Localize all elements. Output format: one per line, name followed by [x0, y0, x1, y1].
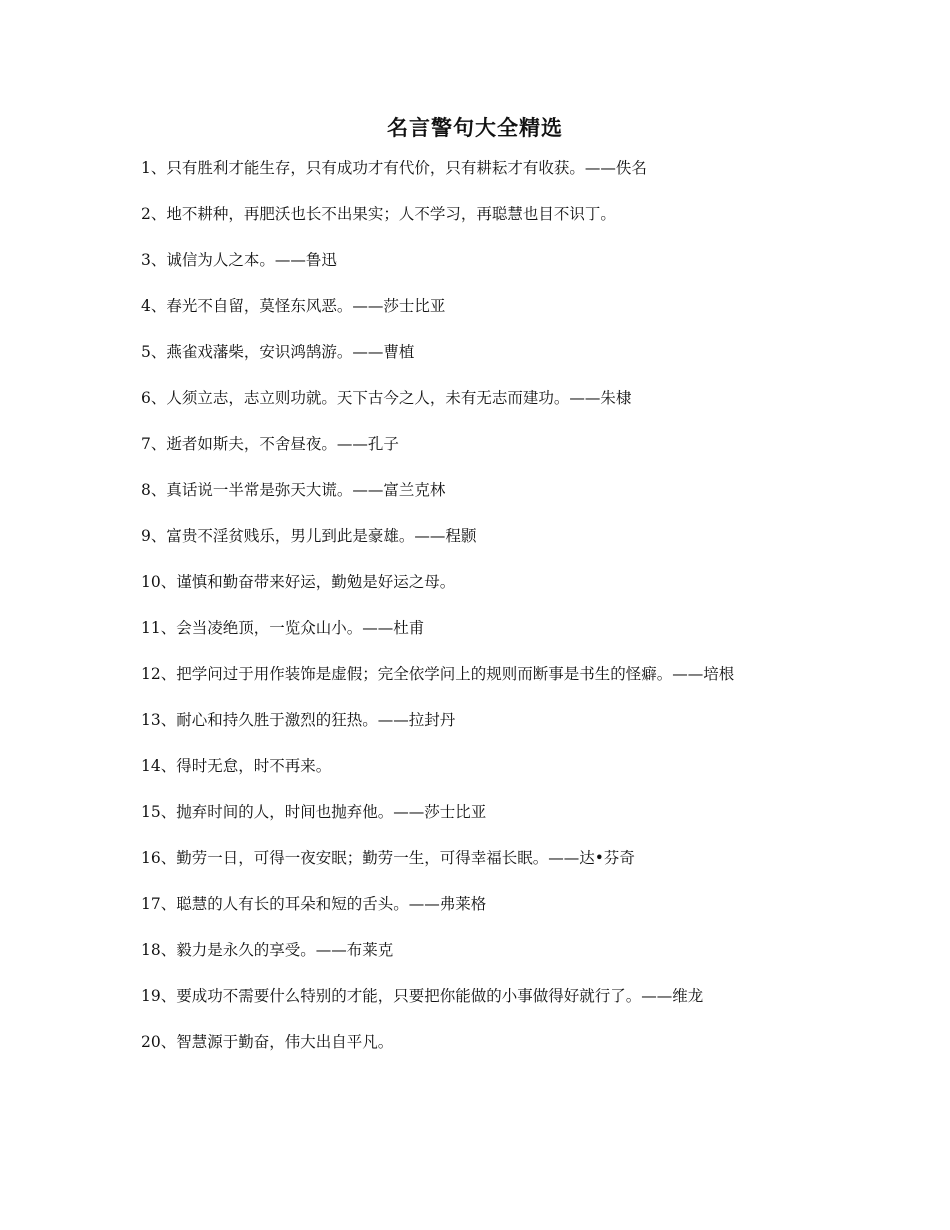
quote-list [141, 157, 811, 1077]
quote-item: 9、富贵不淫贫贱乐，男儿到此是豪雄。——程颢 [141, 527, 477, 545]
quote-item: 8、真话说一半常是弥天大谎。——富兰克林 [141, 481, 446, 499]
document-title: 名言警句大全精选 [387, 116, 563, 140]
quote-item: 14、得时无怠，时不再来。 [141, 757, 332, 775]
quote-item: 19、要成功不需要什么特别的才能，只要把你能做的小事做得好就行了。——维龙 [141, 987, 704, 1005]
quote-item: 11、会当凌绝顶，一览众山小。——杜甫 [141, 619, 425, 637]
quote-item: 15、抛弃时间的人，时间也抛弃他。——莎士比亚 [141, 803, 487, 821]
quote-item: 6、人须立志，志立则功就。天下古今之人，未有无志而建功。——朱棣 [141, 389, 632, 407]
quote-item: 4、春光不自留，莫怪东风恶。——莎士比亚 [141, 297, 446, 315]
quote-item: 20、智慧源于勤奋，伟大出自平凡。 [141, 1033, 394, 1051]
quote-item: 16、勤劳一日，可得一夜安眠；勤劳一生，可得幸福长眠。——达•芬奇 [141, 849, 635, 867]
quote-item: 10、谨慎和勤奋带来好运，勤勉是好运之母。 [141, 573, 456, 591]
quote-item: 3、诚信为人之本。——鲁迅 [141, 251, 337, 269]
quote-item: 13、耐心和持久胜于激烈的狂热。——拉封丹 [141, 711, 456, 729]
quote-item: 7、逝者如斯夫，不舍昼夜。——孔子 [141, 435, 399, 453]
quote-item: 12、把学问过于用作装饰是虚假；完全依学问上的规则而断事是书生的怪癖。——培根 [141, 665, 735, 683]
quote-item: 2、地不耕种，再肥沃也长不出果实；人不学习，再聪慧也目不识丁。 [141, 205, 616, 223]
quote-item: 5、燕雀戏藩柴，安识鸿鹄游。——曹植 [141, 343, 415, 361]
quote-item: 17、聪慧的人有长的耳朵和短的舌头。——弗莱格 [141, 895, 487, 913]
quote-item: 1、只有胜利才能生存，只有成功才有代价，只有耕耘才有收获。——佚名 [141, 159, 647, 177]
quote-item: 18、毅力是永久的享受。——布莱克 [141, 941, 394, 959]
